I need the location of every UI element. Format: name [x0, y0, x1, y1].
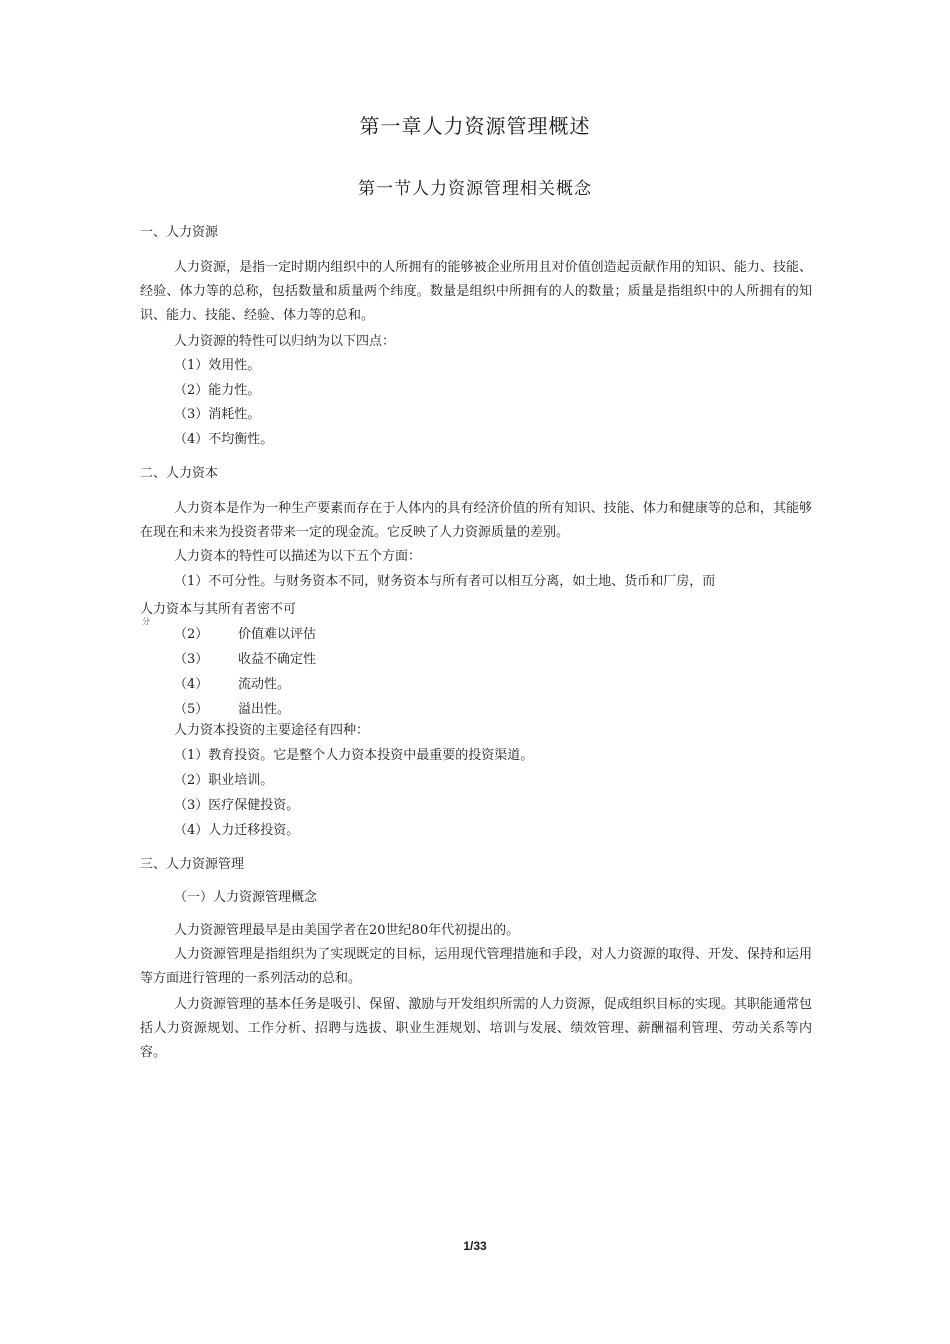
part2-item-text: 流动性。	[238, 677, 291, 692]
part3-paragraph3: 人力资源管理的基本任务是吸引、保留、激励与开发组织所需的人力资源，促成组织目标的实现。其职能通常包括人力资源规划、工作分析、招聘与选拔、职业生涯规划、培训与发展、绩效管理、薪酬福利管理、劳动关系等内容。	[140, 997, 812, 1060]
chapter-title: 第一章人力资源管理概述	[359, 114, 591, 138]
part2-item-text: 收益不确定性	[238, 652, 317, 667]
part2-item-number: （4）	[174, 677, 209, 692]
part2-invest-item: （4）人力迁移投资。	[174, 823, 300, 838]
part2-paragraph: 人力资本是作为一种生产要素而存在于人体内的具有经济价值的所有知识、技能、体力和健康等的总和，其能够在现在和未来为投资者带来一定的现金流。它反映了人力资源质量的差别。	[140, 501, 812, 540]
part2-item-text: 溢出性。	[238, 702, 291, 717]
part1-list-item: （1）效用性。	[174, 358, 261, 373]
part2-intro: 人力资本的特性可以描述为以下五个方面：	[174, 549, 422, 564]
part1-list-item: （4）不均衡性。	[174, 432, 274, 447]
part3-line1: 人力资源管理最早是由美国学者在20世纪80年代初提出的。	[174, 923, 520, 938]
part2-item1-line1: （1）不可分性。与财务资本不同，财务资本与所有者可以相互分离，如土地、货币和厂房，而	[174, 574, 716, 589]
part2-item-number: （3）	[174, 652, 209, 667]
part1-list-item: （3）消耗性。	[174, 407, 261, 422]
part1-list-item: （2）能力性。	[174, 383, 261, 398]
part1-heading: 一、人力资源	[140, 225, 219, 240]
part3-heading: 三、人力资源管理	[140, 857, 245, 872]
part2-item-number: （5）	[174, 702, 209, 717]
section-title: 第一节人力资源管理相关概念	[358, 179, 592, 199]
part3-paragraph2: 人力资源管理是指组织为了实现既定的目标，运用现代管理措施和手段，对人力资源的取得、开发、保持和运用等方面进行管理的一系列活动的总和。	[140, 947, 812, 986]
part2-heading: 二、人力资本	[140, 466, 219, 481]
part2-item1-line2: 人力资本与其所有者密不可	[140, 602, 297, 617]
part2-invest-item: （1）教育投资。它是整个人力资本投资中最重要的投资渠道。	[174, 748, 534, 763]
part1-paragraph: 人力资源，是指一定时期内组织中的人所拥有的能够被企业所用且对价值创造起贡献作用的知识、能力、技能、经验、体力等的总称，包括数量和质量两个纬度。数量是组织中所拥有的人的数量；质量是指组织中的人所拥有的知识、能力、技能、经验、体力等的总和。	[140, 260, 812, 323]
page-number: 1/33	[463, 1239, 487, 1253]
part2-item-text: 价值难以评估	[238, 627, 317, 642]
part2-item-number: （2）	[174, 627, 209, 642]
part2-invest-item: （3）医疗保健投资。	[174, 798, 300, 813]
part2-invest-item: （2）职业培训。	[174, 773, 274, 788]
part2-invest-intro: 人力资本投资的主要途径有四种：	[174, 723, 370, 738]
part3-subheading: （一）人力资源管理概念	[174, 890, 318, 905]
truncated-glyph-mark: 分	[142, 617, 150, 626]
part1-intro: 人力资源的特性可以归纳为以下四点：	[174, 334, 396, 349]
